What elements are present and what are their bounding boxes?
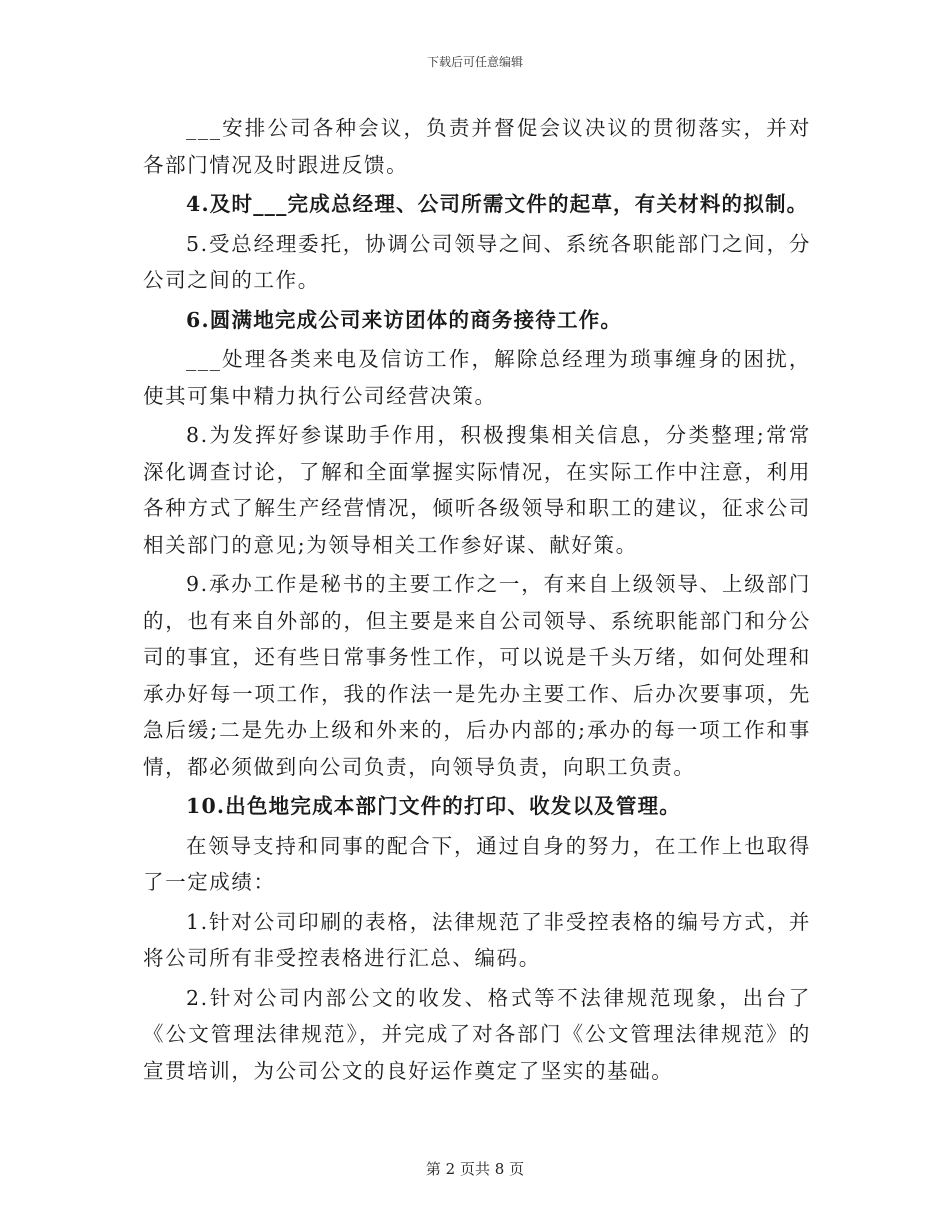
paragraph-meetings: ___安排公司各种会议，负责并督促会议决议的贯彻落实，并对各部门情况及时跟进反馈。 bbox=[143, 116, 811, 177]
page-header: 下载后可任意编辑 bbox=[426, 55, 523, 69]
paragraph-item-9-undertaking: 9.承办工作是秘书的主要工作之一，有来自上级领导、上级部门的，也有来自外部的，但主要是来自公司领导、系统职能部门和分公司的事宜，还有些日常事务性工作，可以说是千头万绪，如何处理和承办好每一项工作，我的作法一是先办主要工作、后办次要事项，先急后缓;二是先办上级和外来的，后办内部的;承办的每一项工作和事情，都必须做到向公司负责，向领导负责，向职工负责。 bbox=[143, 572, 811, 779]
document-body bbox=[143, 110, 811, 1092]
paragraph-calls-visits: ___处理各类来电及信访工作，解除总经理为琐事缠身的困扰，使其可集中精力执行公司经营决策。 bbox=[143, 347, 811, 408]
paragraph-achievement-2: 2.针对公司内部公文的收发、格式等不法律规范现象，出台了《公文管理法律规范》，并完成了对各部门《公文管理法律规范》的宣贯培训，为公司公文的良好运作奠定了坚实的基础。 bbox=[143, 985, 811, 1083]
paragraph-item-5-coordination: 5.受总经理委托，协调公司领导之间、系统各职能部门之间，分公司之间的工作。 bbox=[143, 231, 811, 292]
paragraph-item-4-drafting: 4.及时___完成总经理、公司所需文件的起草，有关材料的拟制。 bbox=[186, 192, 809, 216]
paragraph-achievement-1: 1.针对公司印刷的表格，法律规范了非受控表格的编号方式，并将公司所有非受控表格进行汇总、编码。 bbox=[143, 909, 811, 970]
paragraph-item-10-documents: 10.出色地完成本部门文件的打印、收发以及管理。 bbox=[186, 794, 681, 818]
paragraph-item-8-advisor: 8.为发挥好参谋助手作用，积极搜集相关信息，分类整理;常常深化调查讨论，了解和全面掌握实际情况，在实际工作中注意，利用各种方式了解生产经营情况，倾听各级领导和职工的建议，征求公司相关部门的意见;为领导相关工作参好谋、献好策。 bbox=[143, 423, 811, 557]
paragraph-item-6-reception: 6.圆满地完成公司来访团体的商务接待工作。 bbox=[186, 307, 623, 332]
paragraph-achievements-intro: 在领导支持和同事的配合下，通过自身的努力，在工作上也取得了一定成绩： bbox=[143, 833, 811, 894]
page-footer: 第 2 页共 8 页 bbox=[425, 1160, 525, 1178]
